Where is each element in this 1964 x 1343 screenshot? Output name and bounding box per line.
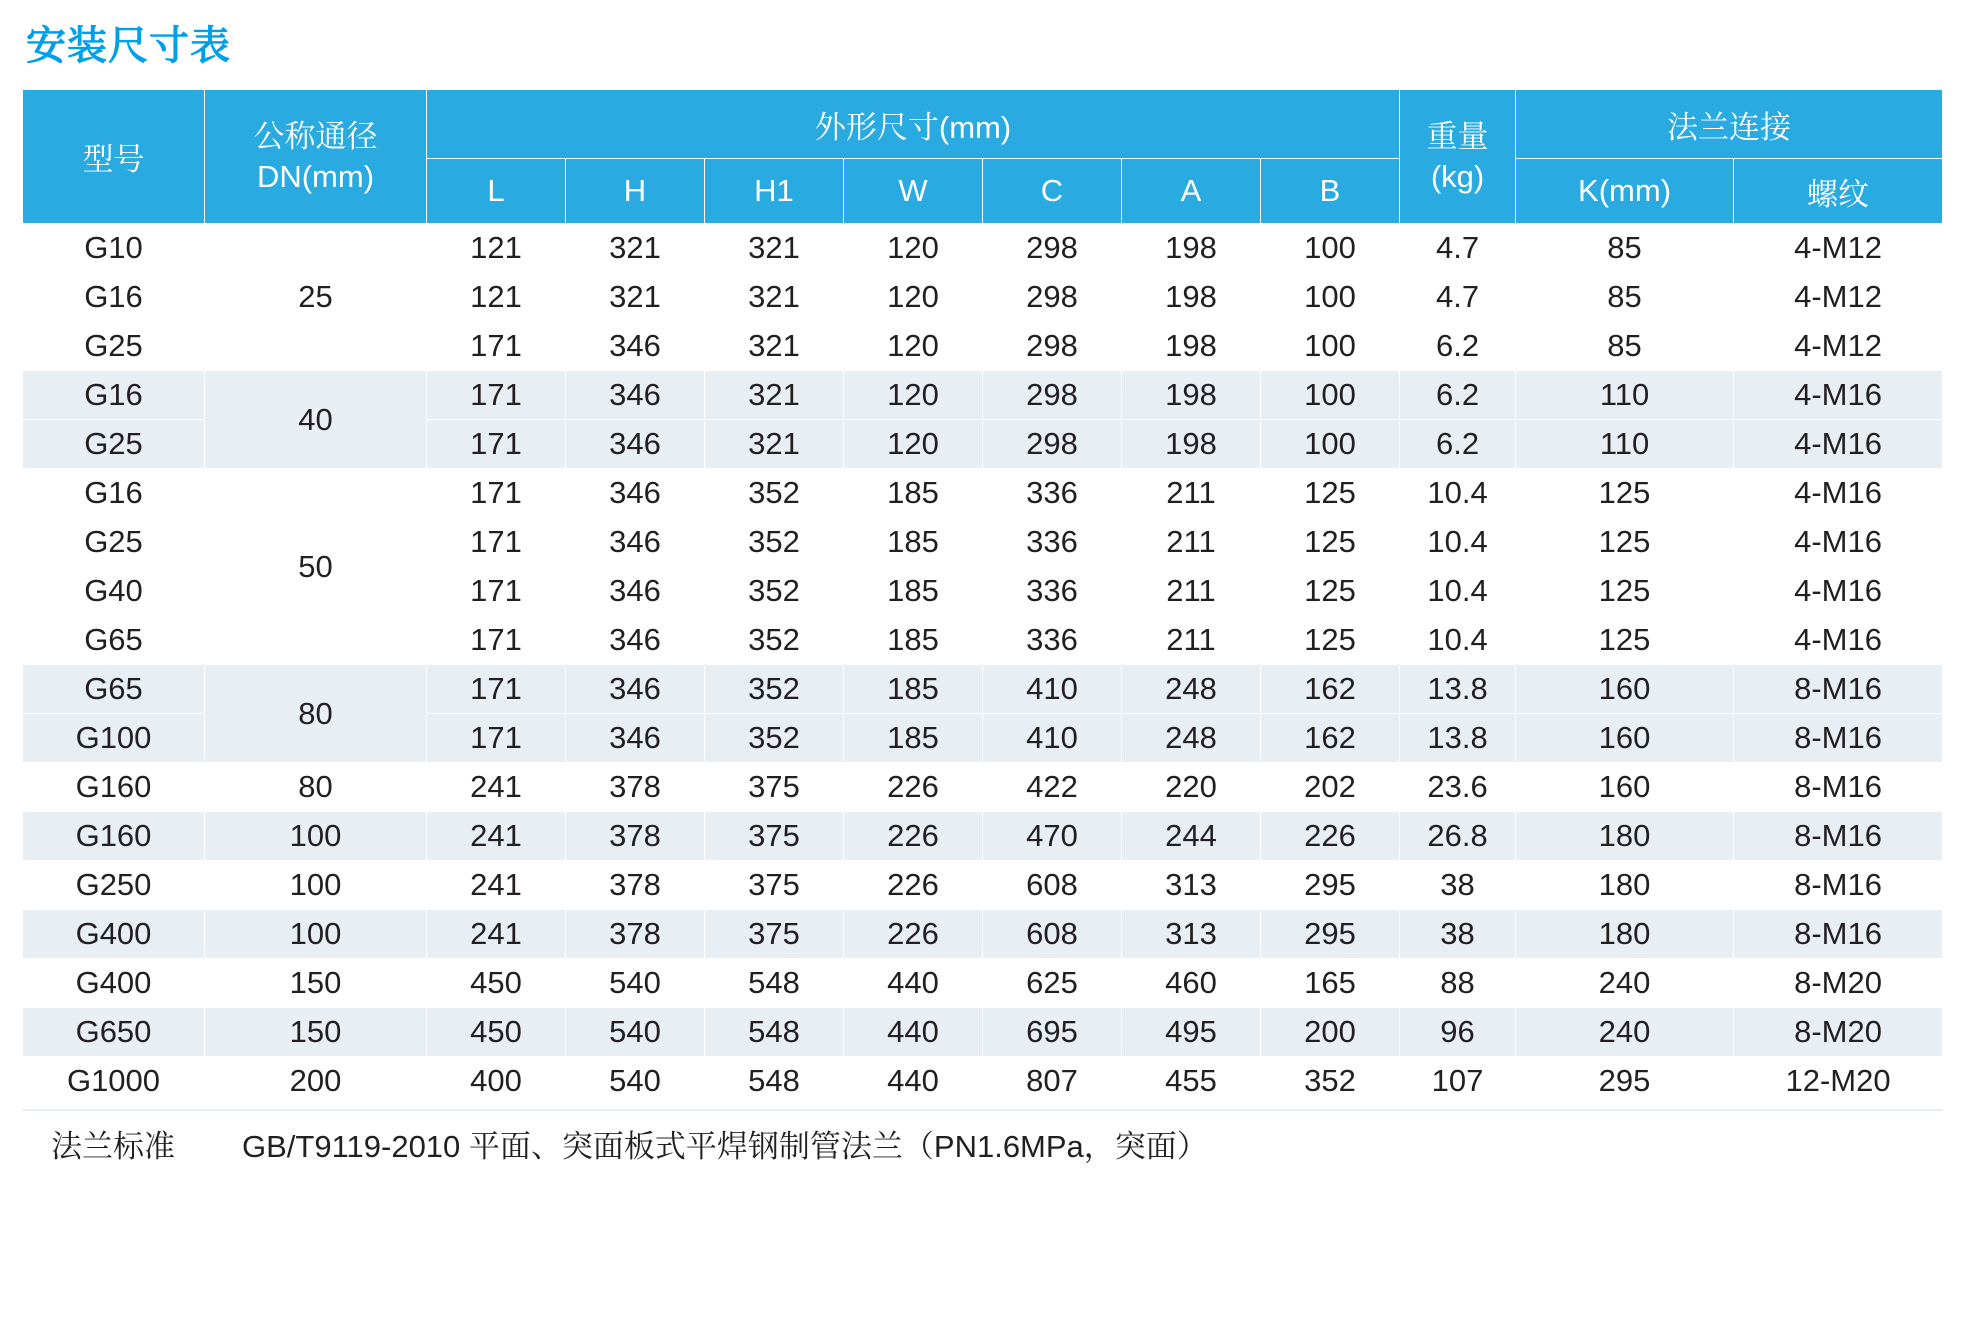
cell-L: 450 bbox=[427, 959, 566, 1008]
header-nominal-diameter-line2: DN(mm) bbox=[256, 158, 375, 194]
cell-W: 226 bbox=[844, 910, 983, 959]
cell-C: 336 bbox=[983, 616, 1122, 665]
table-row bbox=[23, 224, 1943, 273]
cell-weight: 107 bbox=[1400, 1057, 1516, 1106]
cell-H1: 352 bbox=[705, 714, 844, 763]
cell-weight: 26.8 bbox=[1400, 812, 1516, 861]
cell-W: 226 bbox=[844, 763, 983, 812]
cell-model: G100 bbox=[23, 714, 205, 763]
cell-thread: 4-M16 bbox=[1734, 616, 1943, 665]
cell-C: 410 bbox=[983, 665, 1122, 714]
cell-A: 198 bbox=[1122, 322, 1261, 371]
cell-H1: 352 bbox=[705, 469, 844, 518]
cell-L: 400 bbox=[427, 1057, 566, 1106]
cell-C: 298 bbox=[983, 322, 1122, 371]
cell-L: 241 bbox=[427, 812, 566, 861]
cell-model: G40 bbox=[23, 567, 205, 616]
table-body bbox=[23, 224, 1943, 1106]
cell-W: 185 bbox=[844, 518, 983, 567]
cell-C: 336 bbox=[983, 567, 1122, 616]
table-row bbox=[23, 910, 1943, 959]
cell-B: 125 bbox=[1261, 567, 1400, 616]
cell-thread: 12-M20 bbox=[1734, 1057, 1943, 1106]
cell-nominal-diameter: 80 bbox=[205, 665, 427, 763]
cell-K: 240 bbox=[1516, 959, 1734, 1008]
cell-A: 198 bbox=[1122, 224, 1261, 273]
cell-A: 198 bbox=[1122, 420, 1261, 469]
cell-W: 120 bbox=[844, 420, 983, 469]
cell-weight: 10.4 bbox=[1400, 469, 1516, 518]
cell-H1: 375 bbox=[705, 910, 844, 959]
cell-C: 608 bbox=[983, 861, 1122, 910]
cell-nominal-diameter: 25 bbox=[205, 224, 427, 371]
cell-model: G400 bbox=[23, 910, 205, 959]
cell-H: 540 bbox=[566, 959, 705, 1008]
cell-B: 162 bbox=[1261, 665, 1400, 714]
cell-A: 313 bbox=[1122, 910, 1261, 959]
cell-K: 180 bbox=[1516, 861, 1734, 910]
cell-K: 240 bbox=[1516, 1008, 1734, 1057]
header-nominal-diameter-line1: 公称通径 bbox=[253, 118, 378, 154]
cell-B: 165 bbox=[1261, 959, 1400, 1008]
cell-C: 625 bbox=[983, 959, 1122, 1008]
table-row bbox=[23, 371, 1943, 420]
cell-L: 171 bbox=[427, 420, 566, 469]
cell-H: 346 bbox=[566, 371, 705, 420]
header-col-thread: 螺纹 bbox=[1734, 159, 1943, 224]
cell-W: 120 bbox=[844, 322, 983, 371]
cell-thread: 4-M12 bbox=[1734, 273, 1943, 322]
cell-thread: 8-M16 bbox=[1734, 910, 1943, 959]
cell-C: 608 bbox=[983, 910, 1122, 959]
cell-nominal-diameter: 100 bbox=[205, 910, 427, 959]
header-col-B: B bbox=[1261, 159, 1400, 224]
cell-H: 346 bbox=[566, 665, 705, 714]
cell-L: 171 bbox=[427, 371, 566, 420]
cell-H1: 375 bbox=[705, 763, 844, 812]
cell-W: 440 bbox=[844, 1008, 983, 1057]
cell-thread: 8-M16 bbox=[1734, 861, 1943, 910]
installation-dimensions-table bbox=[22, 89, 1943, 1106]
cell-nominal-diameter: 100 bbox=[205, 812, 427, 861]
cell-K: 160 bbox=[1516, 665, 1734, 714]
cell-model: G250 bbox=[23, 861, 205, 910]
cell-B: 125 bbox=[1261, 518, 1400, 567]
cell-B: 100 bbox=[1261, 224, 1400, 273]
cell-H1: 375 bbox=[705, 861, 844, 910]
cell-K: 125 bbox=[1516, 616, 1734, 665]
cell-A: 244 bbox=[1122, 812, 1261, 861]
cell-nominal-diameter: 200 bbox=[205, 1057, 427, 1106]
cell-model: G160 bbox=[23, 812, 205, 861]
table-row bbox=[23, 469, 1943, 518]
cell-K: 85 bbox=[1516, 273, 1734, 322]
cell-thread: 8-M16 bbox=[1734, 763, 1943, 812]
table-header bbox=[23, 90, 1943, 224]
cell-model: G16 bbox=[23, 273, 205, 322]
cell-L: 171 bbox=[427, 518, 566, 567]
cell-weight: 96 bbox=[1400, 1008, 1516, 1057]
cell-weight: 38 bbox=[1400, 861, 1516, 910]
cell-H: 321 bbox=[566, 224, 705, 273]
table-row bbox=[23, 959, 1943, 1008]
cell-K: 125 bbox=[1516, 567, 1734, 616]
cell-B: 125 bbox=[1261, 616, 1400, 665]
cell-model: G25 bbox=[23, 322, 205, 371]
cell-L: 450 bbox=[427, 1008, 566, 1057]
cell-K: 160 bbox=[1516, 763, 1734, 812]
cell-B: 352 bbox=[1261, 1057, 1400, 1106]
cell-H1: 321 bbox=[705, 322, 844, 371]
footnote-label: 法兰标准 bbox=[51, 1129, 175, 1164]
header-model: 型号 bbox=[23, 90, 205, 224]
cell-H1: 548 bbox=[705, 1008, 844, 1057]
cell-W: 120 bbox=[844, 224, 983, 273]
cell-nominal-diameter: 80 bbox=[205, 763, 427, 812]
cell-H: 346 bbox=[566, 322, 705, 371]
header-weight-line1: 重量 bbox=[1426, 118, 1489, 154]
cell-H1: 548 bbox=[705, 959, 844, 1008]
cell-H: 346 bbox=[566, 469, 705, 518]
cell-W: 226 bbox=[844, 812, 983, 861]
cell-C: 422 bbox=[983, 763, 1122, 812]
cell-nominal-diameter: 150 bbox=[205, 1008, 427, 1057]
cell-C: 298 bbox=[983, 371, 1122, 420]
cell-thread: 8-M16 bbox=[1734, 714, 1943, 763]
cell-H1: 352 bbox=[705, 567, 844, 616]
cell-L: 171 bbox=[427, 469, 566, 518]
cell-H: 540 bbox=[566, 1057, 705, 1106]
cell-L: 171 bbox=[427, 714, 566, 763]
cell-B: 100 bbox=[1261, 371, 1400, 420]
cell-K: 110 bbox=[1516, 371, 1734, 420]
cell-L: 241 bbox=[427, 763, 566, 812]
cell-model: G650 bbox=[23, 1008, 205, 1057]
cell-W: 440 bbox=[844, 1057, 983, 1106]
cell-W: 226 bbox=[844, 861, 983, 910]
cell-H1: 321 bbox=[705, 420, 844, 469]
cell-K: 125 bbox=[1516, 469, 1734, 518]
cell-H: 378 bbox=[566, 763, 705, 812]
cell-H: 321 bbox=[566, 273, 705, 322]
cell-weight: 6.2 bbox=[1400, 420, 1516, 469]
cell-A: 248 bbox=[1122, 714, 1261, 763]
cell-H1: 375 bbox=[705, 812, 844, 861]
cell-B: 295 bbox=[1261, 910, 1400, 959]
cell-weight: 6.2 bbox=[1400, 322, 1516, 371]
cell-H1: 352 bbox=[705, 518, 844, 567]
cell-thread: 4-M16 bbox=[1734, 420, 1943, 469]
cell-C: 470 bbox=[983, 812, 1122, 861]
cell-A: 198 bbox=[1122, 371, 1261, 420]
cell-W: 440 bbox=[844, 959, 983, 1008]
cell-weight: 13.8 bbox=[1400, 714, 1516, 763]
cell-W: 185 bbox=[844, 469, 983, 518]
cell-H1: 321 bbox=[705, 273, 844, 322]
cell-weight: 10.4 bbox=[1400, 518, 1516, 567]
header-col-W: W bbox=[844, 159, 983, 224]
header-col-K: K(mm) bbox=[1516, 159, 1734, 224]
cell-H: 346 bbox=[566, 420, 705, 469]
cell-C: 336 bbox=[983, 518, 1122, 567]
header-col-C: C bbox=[983, 159, 1122, 224]
cell-B: 100 bbox=[1261, 273, 1400, 322]
cell-model: G400 bbox=[23, 959, 205, 1008]
cell-weight: 23.6 bbox=[1400, 763, 1516, 812]
header-weight bbox=[1400, 90, 1516, 224]
cell-H: 378 bbox=[566, 812, 705, 861]
cell-H: 540 bbox=[566, 1008, 705, 1057]
cell-thread: 8-M16 bbox=[1734, 665, 1943, 714]
page-title: 安装尺寸表 bbox=[26, 24, 231, 68]
cell-W: 120 bbox=[844, 371, 983, 420]
cell-W: 185 bbox=[844, 714, 983, 763]
cell-weight: 13.8 bbox=[1400, 665, 1516, 714]
cell-A: 313 bbox=[1122, 861, 1261, 910]
cell-A: 211 bbox=[1122, 616, 1261, 665]
cell-A: 455 bbox=[1122, 1057, 1261, 1106]
cell-model: G65 bbox=[23, 616, 205, 665]
cell-H: 346 bbox=[566, 567, 705, 616]
cell-model: G16 bbox=[23, 469, 205, 518]
footnote bbox=[22, 1109, 1942, 1166]
cell-weight: 4.7 bbox=[1400, 273, 1516, 322]
cell-weight: 10.4 bbox=[1400, 567, 1516, 616]
header-col-L: L bbox=[427, 159, 566, 224]
cell-thread: 4-M16 bbox=[1734, 567, 1943, 616]
cell-H: 346 bbox=[566, 616, 705, 665]
cell-H1: 321 bbox=[705, 371, 844, 420]
cell-thread: 4-M16 bbox=[1734, 518, 1943, 567]
table-row bbox=[23, 763, 1943, 812]
cell-W: 185 bbox=[844, 567, 983, 616]
cell-thread: 8-M16 bbox=[1734, 812, 1943, 861]
cell-thread: 8-M20 bbox=[1734, 959, 1943, 1008]
cell-thread: 4-M12 bbox=[1734, 322, 1943, 371]
cell-L: 171 bbox=[427, 616, 566, 665]
cell-L: 121 bbox=[427, 273, 566, 322]
cell-B: 200 bbox=[1261, 1008, 1400, 1057]
cell-K: 85 bbox=[1516, 322, 1734, 371]
cell-C: 695 bbox=[983, 1008, 1122, 1057]
header-col-A: A bbox=[1122, 159, 1261, 224]
cell-K: 110 bbox=[1516, 420, 1734, 469]
cell-H: 346 bbox=[566, 518, 705, 567]
cell-H1: 352 bbox=[705, 665, 844, 714]
cell-B: 202 bbox=[1261, 763, 1400, 812]
cell-H1: 321 bbox=[705, 224, 844, 273]
cell-K: 160 bbox=[1516, 714, 1734, 763]
cell-L: 121 bbox=[427, 224, 566, 273]
cell-W: 185 bbox=[844, 616, 983, 665]
cell-B: 295 bbox=[1261, 861, 1400, 910]
cell-L: 171 bbox=[427, 322, 566, 371]
cell-C: 298 bbox=[983, 420, 1122, 469]
cell-W: 120 bbox=[844, 273, 983, 322]
cell-A: 211 bbox=[1122, 469, 1261, 518]
cell-model: G10 bbox=[23, 224, 205, 273]
cell-weight: 6.2 bbox=[1400, 371, 1516, 420]
cell-A: 248 bbox=[1122, 665, 1261, 714]
cell-nominal-diameter: 150 bbox=[205, 959, 427, 1008]
cell-B: 100 bbox=[1261, 322, 1400, 371]
cell-A: 460 bbox=[1122, 959, 1261, 1008]
cell-C: 336 bbox=[983, 469, 1122, 518]
cell-A: 220 bbox=[1122, 763, 1261, 812]
cell-A: 495 bbox=[1122, 1008, 1261, 1057]
cell-thread: 4-M16 bbox=[1734, 371, 1943, 420]
cell-thread: 4-M16 bbox=[1734, 469, 1943, 518]
cell-B: 100 bbox=[1261, 420, 1400, 469]
cell-model: G16 bbox=[23, 371, 205, 420]
cell-model: G25 bbox=[23, 420, 205, 469]
cell-H: 378 bbox=[566, 861, 705, 910]
cell-B: 162 bbox=[1261, 714, 1400, 763]
cell-weight: 38 bbox=[1400, 910, 1516, 959]
cell-model: G1000 bbox=[23, 1057, 205, 1106]
cell-model: G25 bbox=[23, 518, 205, 567]
header-col-H1: H1 bbox=[705, 159, 844, 224]
cell-K: 295 bbox=[1516, 1057, 1734, 1106]
cell-K: 180 bbox=[1516, 910, 1734, 959]
table-row bbox=[23, 861, 1943, 910]
cell-H: 378 bbox=[566, 910, 705, 959]
cell-K: 125 bbox=[1516, 518, 1734, 567]
cell-A: 198 bbox=[1122, 273, 1261, 322]
cell-K: 180 bbox=[1516, 812, 1734, 861]
cell-L: 241 bbox=[427, 861, 566, 910]
table-row bbox=[23, 665, 1943, 714]
cell-L: 241 bbox=[427, 910, 566, 959]
cell-A: 211 bbox=[1122, 518, 1261, 567]
cell-L: 171 bbox=[427, 567, 566, 616]
header-flange-connection: 法兰连接 bbox=[1516, 90, 1943, 159]
cell-B: 125 bbox=[1261, 469, 1400, 518]
cell-C: 410 bbox=[983, 714, 1122, 763]
header-weight-line2: (kg) bbox=[1430, 158, 1485, 194]
cell-model: G65 bbox=[23, 665, 205, 714]
cell-nominal-diameter: 50 bbox=[205, 469, 427, 665]
cell-thread: 8-M20 bbox=[1734, 1008, 1943, 1057]
cell-B: 226 bbox=[1261, 812, 1400, 861]
cell-C: 298 bbox=[983, 273, 1122, 322]
cell-K: 85 bbox=[1516, 224, 1734, 273]
cell-model: G160 bbox=[23, 763, 205, 812]
table-row bbox=[23, 812, 1943, 861]
footnote-text: GB/T9119-2010 平面、突面板式平焊钢制管法兰（PN1.6MPa，突面） bbox=[242, 1129, 1208, 1164]
cell-weight: 10.4 bbox=[1400, 616, 1516, 665]
table-row bbox=[23, 1057, 1943, 1106]
cell-H1: 352 bbox=[705, 616, 844, 665]
cell-H1: 548 bbox=[705, 1057, 844, 1106]
header-nominal-diameter bbox=[205, 90, 427, 224]
cell-C: 807 bbox=[983, 1057, 1122, 1106]
cell-L: 171 bbox=[427, 665, 566, 714]
cell-H: 346 bbox=[566, 714, 705, 763]
table-row bbox=[23, 1008, 1943, 1057]
header-outline-dimensions: 外形尺寸(mm) bbox=[427, 90, 1400, 159]
cell-nominal-diameter: 100 bbox=[205, 861, 427, 910]
header-col-H: H bbox=[566, 159, 705, 224]
cell-thread: 4-M12 bbox=[1734, 224, 1943, 273]
cell-weight: 88 bbox=[1400, 959, 1516, 1008]
cell-nominal-diameter: 40 bbox=[205, 371, 427, 469]
cell-C: 298 bbox=[983, 224, 1122, 273]
cell-weight: 4.7 bbox=[1400, 224, 1516, 273]
cell-W: 185 bbox=[844, 665, 983, 714]
cell-A: 211 bbox=[1122, 567, 1261, 616]
